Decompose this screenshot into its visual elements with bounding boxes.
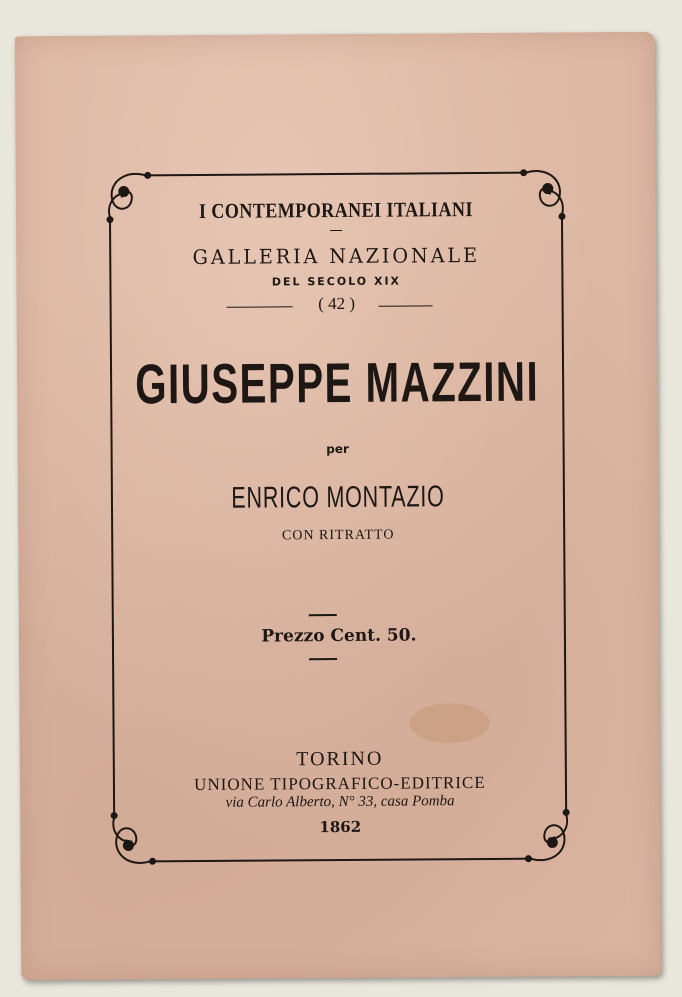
series-title: I CONTEMPORANEI ITALIANI [198, 197, 473, 223]
century-label: DEL SECOLO XIX [271, 274, 402, 289]
book-cover [15, 32, 662, 980]
collection-title: GALLERIA NAZIONALE [192, 243, 481, 270]
price-rule-bottom [309, 658, 337, 660]
publisher-city: TORINO [296, 747, 384, 771]
volume-number: ( 42 ) [318, 293, 356, 314]
book-title: GIUSEPPE MAZZINI [134, 349, 540, 416]
portrait-note: CON RITRATTO [281, 527, 395, 544]
publisher-address: via Carlo Alberto, N° 33, casa Pomba [225, 793, 455, 811]
author-name: ENRICO MONTAZIO [231, 480, 445, 515]
publication-year: 1862 [319, 817, 362, 837]
by-word: per [326, 441, 349, 457]
price-rule-top [309, 614, 337, 616]
divider-short [330, 230, 342, 231]
price-label: Prezzo Cent. 50. [261, 625, 417, 647]
publisher-name: UNIONE TIPOGRAFICO-EDITRICE [194, 772, 486, 795]
